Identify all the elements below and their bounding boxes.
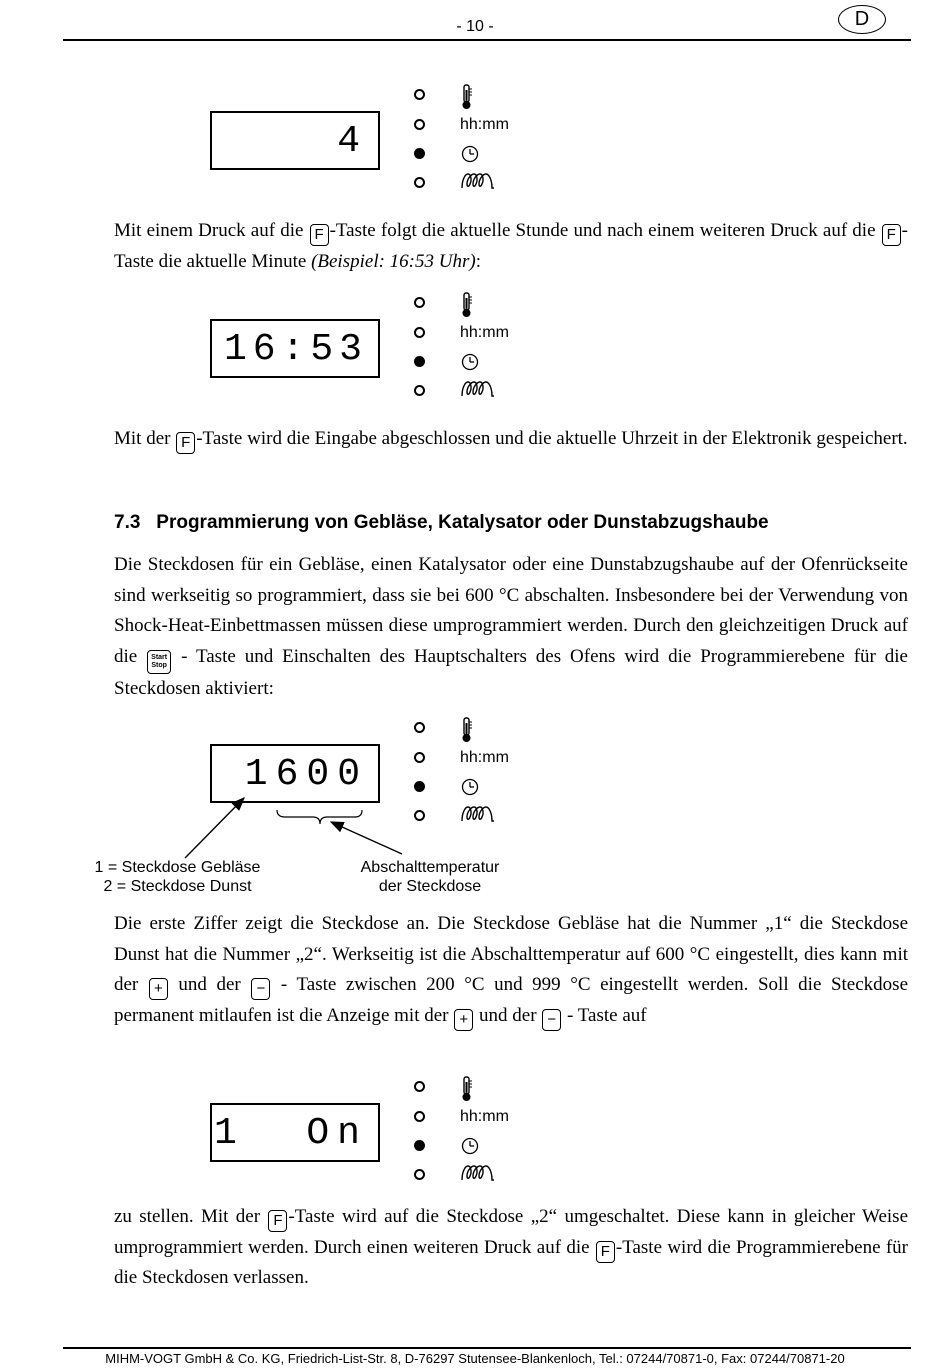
lcd-display-4 (210, 1103, 380, 1162)
indicator-led-time (414, 752, 425, 763)
heating-coil-icon (460, 379, 496, 399)
heating-coil-icon (460, 1163, 496, 1183)
indicator-panel-4 (414, 1076, 524, 1186)
page-number: - 10 - (456, 18, 494, 35)
indicator-led-heating (414, 177, 425, 188)
thermometer-icon (460, 717, 474, 743)
indicator-led-temperature (414, 89, 425, 100)
paragraph-text: -Taste die aktuelle Minute (114, 220, 908, 272)
f-key-icon: F (596, 1241, 615, 1263)
indicator-led-time (414, 119, 425, 130)
arrow-socket-number (185, 798, 244, 858)
start-stop-key-icon (147, 650, 171, 674)
example-text: (Beispiel: 16:53 Uhr) (311, 250, 476, 272)
f-key-icon: F (176, 432, 195, 454)
paragraph-text: - Taste und Einschalten des Hauptschalters des Ofens wird die Programmierebene für die Steckdosen aktiviert: (114, 645, 908, 699)
paragraph-hour-minute (114, 216, 908, 277)
thermometer-icon (460, 1076, 474, 1102)
paragraph-text: und der (474, 1004, 542, 1026)
indicator-panel-2 (414, 292, 524, 402)
annotation-line: Abschalttemperatur (360, 859, 500, 876)
indicator-led-temperature (414, 297, 425, 308)
hhmm-label: hh:mm (460, 116, 509, 133)
indicator-led-heating (414, 385, 425, 396)
paragraph-text: : (475, 250, 481, 272)
thermometer-icon (460, 292, 474, 318)
section-heading (114, 512, 769, 534)
f-key-icon: F (268, 1210, 287, 1232)
paragraph-first-digit (114, 909, 908, 1031)
indicator-led-clock (414, 356, 425, 367)
paragraph-socket-programming (114, 550, 908, 704)
annotation-cutoff-temperature (345, 858, 515, 896)
start-key-label: Start (151, 653, 168, 661)
paragraph-text: -Taste wird auf die Steckdose „2“ umgeschaltet. Diese kann in gleicher Weise umprogrammiert werden. Durch einen weiteren Druck auf die (114, 1206, 908, 1258)
lcd-display-2 (210, 319, 380, 378)
paragraph-text: - Taste auf (562, 1004, 647, 1026)
minus-key-icon: − (251, 978, 270, 1000)
stop-key-label: Stop (151, 661, 167, 669)
indicator-led-clock (414, 1140, 425, 1151)
footer-address: MIHM-VOGT GmbH & Co. KG, Friedrich-List-Str. 8, D-76297 Stutensee-Blankenloch, Tel.: 07244/70871-0, Fax: 07244/70871-20 (105, 1351, 845, 1366)
hhmm-label: hh:mm (460, 749, 509, 766)
annotation-arrows (0, 780, 950, 870)
section-title: Programmierung von Gebläse, Katalysator oder Dunstabzugshaube (156, 512, 769, 533)
lcd-display-1-value: 4 (337, 120, 368, 163)
paragraph-text: Mit der (114, 428, 176, 449)
paragraph-text: -Taste wird die Eingabe abgeschlossen und die aktuelle Uhrzeit in der Elektronik gespeichert. (196, 428, 908, 449)
lcd-display-3-value: 1600 (244, 753, 368, 796)
paragraph-save-time (114, 424, 908, 455)
annotation-line: der Steckdose (378, 878, 482, 895)
paragraph-switch-socket (114, 1202, 908, 1294)
language-badge: D (838, 5, 886, 34)
lcd-display-1 (210, 111, 380, 170)
heating-coil-icon (460, 171, 496, 191)
indicator-led-time (414, 1111, 425, 1122)
paragraph-text: Die erste Ziffer zeigt die Steckdose an. Die Steckdose Gebläse hat die Nummer „1“ die Steckdose Dunst hat die Nummer „2“. Werkseitig ist die Abschalttemperatur auf 600 °C eingestellt, dies kann mit der (114, 913, 908, 995)
plus-key-icon: + (149, 978, 168, 1000)
plus-key-icon: + (454, 1009, 473, 1031)
footer-rule (63, 1347, 911, 1349)
clock-icon (461, 353, 479, 371)
lcd-display-2-value: 16:53 (223, 328, 368, 371)
paragraph-text: zu stellen. Mit der (114, 1206, 268, 1227)
f-key-icon: F (882, 224, 901, 246)
paragraph-text: - Taste zwischen 200 °C und 999 °C eingestellt werden. Soll die Steckdose permanent mitlaufen ist die Anzeige mit der (114, 974, 909, 1026)
minus-key-icon: − (542, 1009, 561, 1031)
clock-icon (461, 1137, 479, 1155)
digit-group-brace (277, 810, 362, 824)
paragraph-text: Mit einem Druck auf die (114, 220, 309, 241)
f-key-icon: F (310, 224, 329, 246)
hhmm-label: hh:mm (460, 324, 509, 341)
indicator-led-time (414, 327, 425, 338)
annotation-line: 1 = Steckdose Gebläse (94, 859, 261, 876)
annotation-line: 2 = Steckdose Dunst (103, 878, 252, 895)
paragraph-text: Die Steckdosen für ein Gebläse, einen Katalysator oder eine Dunstabzugshaube auf der Ofenrückseite sind werkseitig so programmiert, dass sie bei 600 °C abschalten. Insbesondere bei der Verwendung von Shock-Heat-Einbettmassen müssen diese umprogrammiert werden. Durch den gleichzeitigen Druck auf die (114, 554, 908, 667)
section-number: 7.3 (114, 512, 141, 533)
paragraph-text: und der (168, 974, 251, 995)
arrow-cutoff-temperature (331, 822, 402, 854)
indicator-panel-1 (414, 84, 524, 194)
indicator-led-heating (414, 1169, 425, 1180)
indicator-led-temperature (414, 722, 425, 733)
annotation-socket-number (85, 858, 270, 896)
indicator-led-clock (414, 148, 425, 159)
clock-icon (461, 145, 479, 163)
paragraph-text: -Taste folgt die aktuelle Stunde und nach einem weiteren Druck auf die (329, 220, 881, 241)
thermometer-icon (460, 84, 474, 110)
paragraph-text: -Taste wird die Programmierebene für die Steckdosen verlassen. (114, 1236, 908, 1288)
indicator-led-temperature (414, 1081, 425, 1092)
lcd-display-4-value: 1 On (213, 1112, 368, 1155)
hhmm-label: hh:mm (460, 1108, 509, 1125)
header-rule (63, 39, 911, 41)
